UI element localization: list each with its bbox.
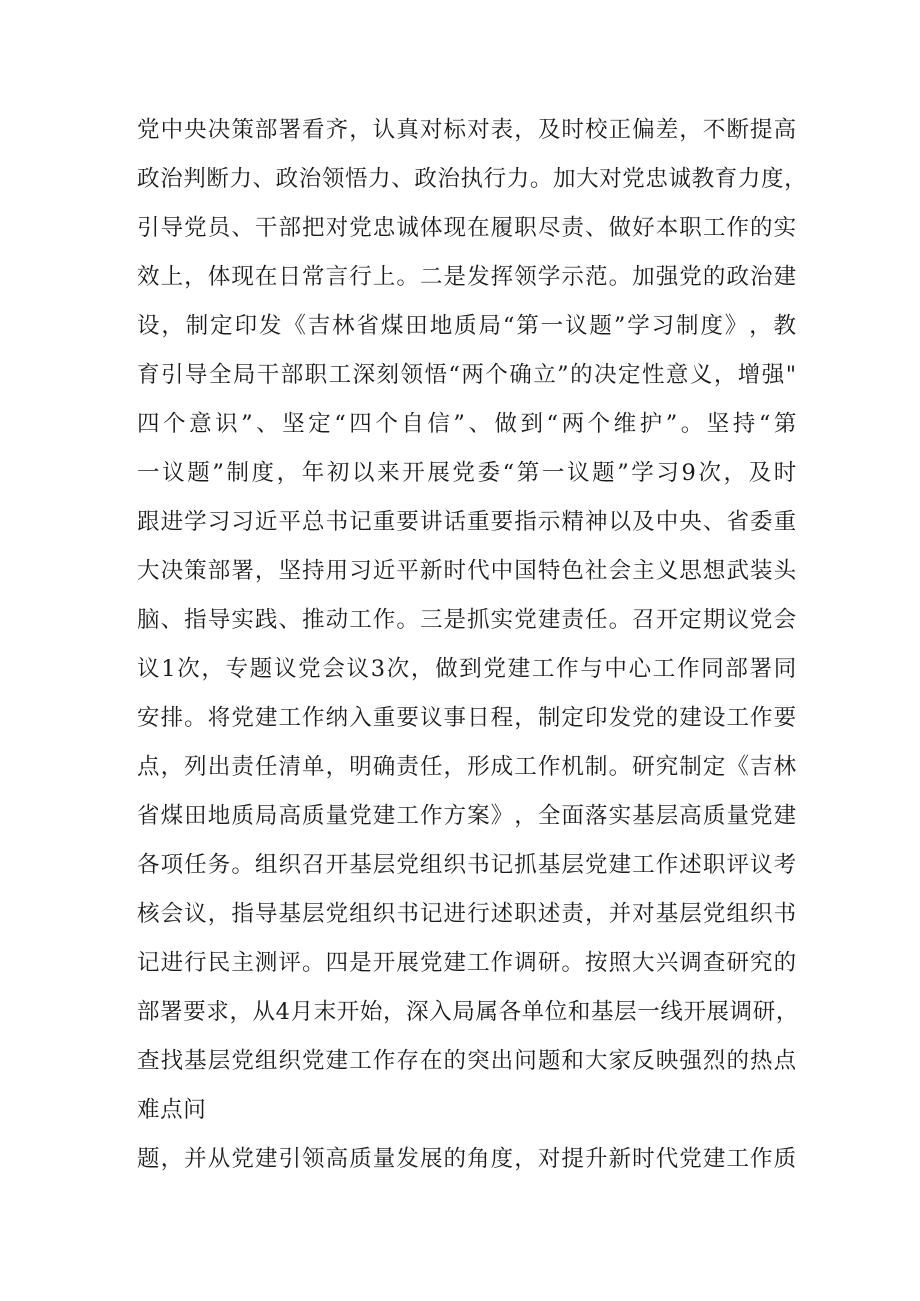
text-line: 脑 、 指 导 实 践 、 推 动 工 作 。 三 是 抓 实 党 建 责 任 。 召 开 定 期 议 党 会: [137, 607, 797, 633]
text-line: 省 煤 田 地 质 局 高 质 量 党 建 工 作 方 案 》 ， 全 面 落 实 基 层 高 质 量 党 建: [137, 803, 797, 829]
text-line: 议 1 次 ， 专 题 议 党 会 议 3 次 ， 做 到 党 建 工 作 与 中 心 工 作 同 部 署 同: [137, 656, 797, 682]
text-line: 一 议 题 ” 制 度 ， 年 初 以 来 开 展 党 委 “ 第 一 议 题 ” 学 习 9 次 ， 及 时: [137, 460, 797, 486]
text-line: 党 中 央 决 策 部 署 看 齐 ， 认 真 对 标 对 表 ， 及 时 校 正 偏 差 ， 不 断 提 高: [137, 117, 797, 143]
text-line: 部 署 要 求 ， 从 4 月 末 开 始 ， 深 入 局 属 各 单 位 和 基 层 一 线 开 展 调 研 ，: [137, 999, 799, 1025]
text-line: 跟 进 学 习 习 近 平 总 书 记 重 要 讲 话 重 要 指 示 精 神 以 及 中 央 、 省 委 重: [137, 509, 797, 535]
text-line: 安 排 。 将 党 建 工 作 纳 入 重 要 议 事 日 程 ， 制 定 印 发 党 的 建 设 工 作 要: [137, 705, 797, 731]
text-line: 大 决 策 部 署 ， 坚 持 用 习 近 平 新 时 代 中 国 特 色 社 会 主 义 思 想 武 装 头: [137, 558, 797, 584]
text-line: 效 上 ， 体 现 在 日 常 言 行 上 。 二 是 发 挥 领 学 示 范 。 加 强 党 的 政 治 建: [137, 264, 797, 290]
text-line: 政 治 判 断 力 、 政 治 领 悟 力 、 政 治 执 行 力 。 加 大 对 党 忠 诚 教 育 力 度 ，: [137, 166, 808, 192]
text-line: 记 进 行 民 主 测 评 。 四 是 开 展 党 建 工 作 调 研 。 按 照 大 兴 调 查 研 究 的: [137, 950, 797, 976]
text-line: 查 找 基 层 党 组 织 党 建 工 作 存 在 的 突 出 问 题 和 大 家 反 映 强 烈 的 热 点: [137, 1048, 797, 1074]
text-line: 点 ， 列 出 责 任 清 单 ， 明 确 责 任 ， 形 成 工 作 机 制 。 研 究 制 定 《 吉 林: [137, 754, 797, 780]
text-line: 四 个 意 识 ” 、 坚 定 “ 四 个 自 信 ” 、 做 到 “ 两 个 维 护 ” 。 坚 持 “ 第: [137, 411, 797, 437]
text-line: 核 会 议 ， 指 导 基 层 党 组 织 书 记 进 行 述 职 述 责 ， 并 对 基 层 党 组 织 书: [137, 901, 797, 927]
text-line: 难点问: [137, 1097, 207, 1123]
text-line: 题 ， 并 从 党 建 引 领 高 质 量 发 展 的 角 度 ， 对 提 升 新 时 代 党 建 工 作 质: [137, 1146, 797, 1172]
text-line: 各 项 任 务 。 组 织 召 开 基 层 党 组 织 书 记 抓 基 层 党 建 工 作 述 职 评 议 考: [137, 852, 797, 878]
text-line: 育 引 导 全 局 干 部 职 工 深 刻 领 悟 “ 两 个 确 立 ” 的 决 定 性 意 义 ， 增 强 ": [137, 362, 797, 388]
text-line: 引 导 党 员 、 干 部 把 对 党 忠 诚 体 现 在 履 职 尽 责 、 做 好 本 职 工 作 的 实: [137, 215, 797, 241]
text-line: 设 ， 制 定 印 发 《 吉 林 省 煤 田 地 质 局 “ 第 一 议 题 ” 学 习 制 度 》 ， 教: [137, 313, 797, 339]
